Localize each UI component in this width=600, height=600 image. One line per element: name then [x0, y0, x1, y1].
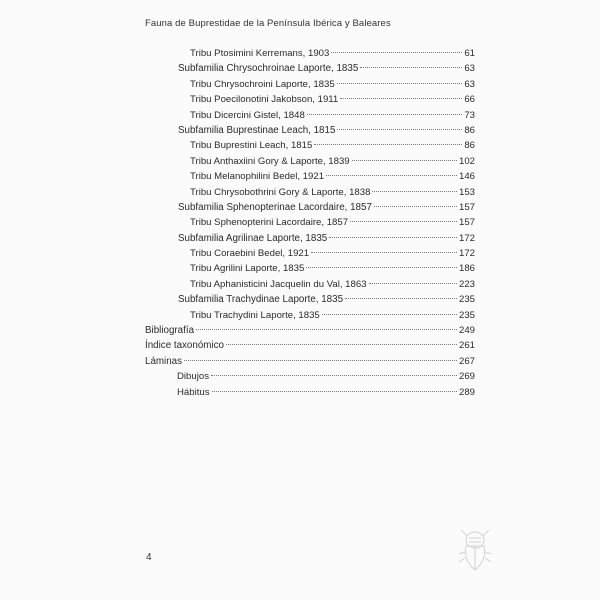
toc-leader-dots [226, 344, 457, 345]
toc-entry-page: 267 [458, 355, 475, 367]
toc-leader-dots [369, 283, 457, 284]
toc-entry-title: Tribu Agrilini Laporte, 1835 [190, 263, 305, 275]
toc-leader-dots [345, 298, 457, 299]
toc-entry-title: Tribu Aphanisticini Jacquelin du Val, 1863 [190, 278, 367, 290]
toc-leader-dots [326, 175, 457, 176]
toc-entry-title: Tribu Sphenopterini Lacordaire, 1857 [190, 217, 349, 229]
toc-entry [145, 215, 475, 230]
toc-leader-dots [306, 267, 457, 268]
toc-entry-page: 86 [464, 140, 475, 152]
toc-entry [145, 292, 475, 307]
toc-entry [145, 138, 475, 153]
toc-leader-dots [337, 129, 462, 130]
toc-entry [145, 354, 475, 369]
toc-entry-page: 73 [464, 109, 475, 121]
toc-entry-page: 235 [458, 294, 475, 306]
toc-entry-page: 61 [464, 48, 475, 59]
toc-entry [145, 338, 475, 353]
toc-entry-page: 289 [458, 386, 475, 398]
toc-entry-title: Tribu Anthaxiini Gory & Laporte, 1839 [190, 155, 350, 167]
page-number: 4 [146, 552, 152, 563]
toc-entry-title: Tribu Coraebini Bedel, 1921 [190, 248, 310, 260]
toc-entry-title: Índice taxonómico [145, 340, 224, 352]
toc-entry-title: Tribu Poecilonotini Jakobson, 1911 [190, 94, 339, 106]
toc-entry-title: Tribu Chrysobothrini Gory & Laporte, 1838 [190, 186, 371, 198]
toc-leader-dots [314, 144, 462, 145]
toc-entry-page: 223 [458, 278, 475, 290]
toc-entry [145, 200, 475, 215]
toc-entry-page: 172 [458, 232, 475, 244]
toc-entry-page: 249 [458, 325, 475, 337]
toc-entry-title: Láminas [145, 355, 183, 367]
toc-entry [145, 369, 475, 384]
toc-entry-page: 102 [458, 155, 475, 167]
toc-entry [145, 261, 475, 276]
toc-entry [145, 123, 475, 138]
toc-entry-page: 66 [464, 94, 475, 106]
toc-entry [145, 92, 475, 107]
running-title: Fauna de Buprestidae de la Península Ibérica y Baleares [145, 18, 391, 29]
toc-entry [145, 169, 475, 184]
beetle-emblem-icon [457, 526, 493, 574]
toc-leader-dots [352, 160, 457, 161]
toc-entry [145, 308, 475, 323]
toc-entry [145, 154, 475, 169]
table-of-contents [145, 46, 475, 400]
toc-leader-dots [374, 206, 457, 207]
toc-entry-title: Subfamilia Trachydinae Laporte, 1835 [178, 294, 344, 306]
toc-entry [145, 246, 475, 261]
toc-entry-page: 235 [458, 309, 475, 321]
toc-entry [145, 385, 475, 400]
toc-entry-title: Subfamilia Buprestinae Leach, 1815 [178, 124, 336, 136]
toc-entry-title: Subfamilia Agrilinae Laporte, 1835 [178, 232, 328, 244]
toc-entry-title: Bibliografía [145, 325, 195, 337]
toc-entry [145, 77, 475, 92]
toc-leader-dots [311, 252, 457, 253]
toc-leader-dots [350, 221, 457, 222]
toc-leader-dots [184, 360, 457, 361]
toc-entry [145, 231, 475, 246]
toc-entry-page: 63 [464, 78, 475, 90]
toc-entry-page: 157 [458, 217, 475, 229]
toc-entry-page: 172 [458, 248, 475, 260]
toc-leader-dots [212, 391, 457, 392]
toc-entry-page: 157 [458, 201, 475, 213]
toc-entry-title: Subfamilia Sphenopterinae Lacordaire, 1857 [178, 201, 372, 213]
toc-entry [145, 108, 475, 123]
toc-entry-page: 86 [464, 124, 475, 136]
toc-leader-dots [372, 191, 457, 192]
toc-leader-dots [307, 114, 463, 115]
toc-entry-title: Tribu Melanophilini Bedel, 1921 [190, 171, 325, 183]
toc-entry-title: Hábitus [177, 386, 210, 398]
toc-leader-dots [329, 237, 457, 238]
toc-entry-page: 261 [458, 340, 475, 352]
toc-entry-page: 153 [458, 186, 475, 198]
toc-leader-dots [360, 67, 462, 68]
toc-entry-page: 269 [458, 371, 475, 383]
toc-entry-page: 186 [458, 263, 475, 275]
toc-entry-title: Dibujos [177, 371, 209, 383]
toc-leader-dots [340, 98, 462, 99]
toc-entry-title: Tribu Dicercini Gistel, 1848 [190, 109, 305, 121]
toc-entry-title: Tribu Ptosimini Kerremans, 1903 [190, 48, 330, 59]
toc-leader-dots [331, 52, 462, 53]
toc-entry [145, 46, 475, 61]
toc-entry-page: 146 [458, 171, 475, 183]
toc-entry [145, 185, 475, 200]
toc-entry-title: Subfamilia Chrysochroinae Laporte, 1835 [178, 63, 359, 75]
toc-leader-dots [211, 375, 457, 376]
toc-entry-title: Tribu Trachydini Laporte, 1835 [190, 309, 320, 321]
toc-entry [145, 277, 475, 292]
toc-entry-title: Tribu Chrysochroini Laporte, 1835 [190, 78, 335, 90]
toc-leader-dots [322, 314, 457, 315]
toc-leader-dots [337, 83, 463, 84]
toc-entry [145, 61, 475, 76]
toc-leader-dots [196, 329, 457, 330]
toc-entry [145, 323, 475, 338]
toc-entry-title: Tribu Buprestini Leach, 1815 [190, 140, 313, 152]
toc-entry-page: 63 [464, 63, 475, 75]
